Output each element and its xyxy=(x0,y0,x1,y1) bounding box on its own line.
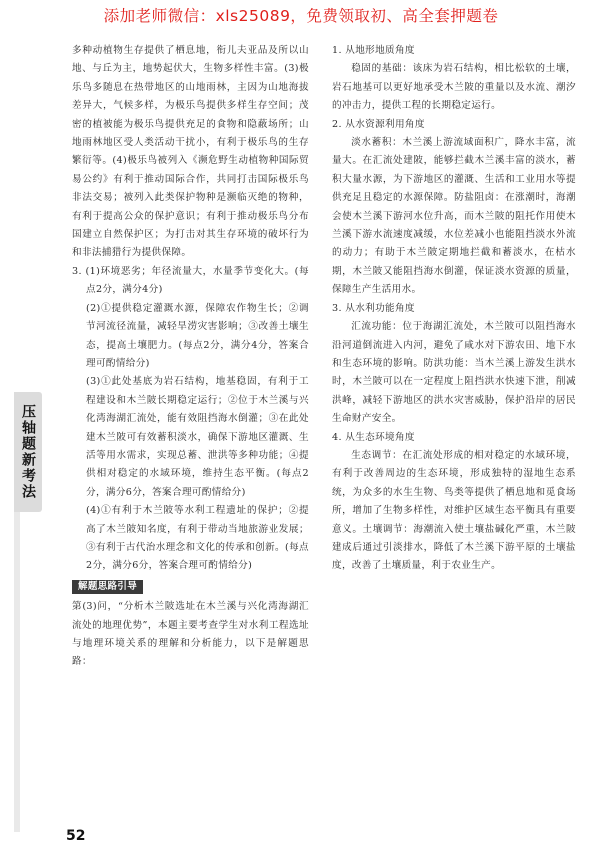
answer-intro-text: 多种动植物生存提供了栖息地，衔儿夫亚品及所以山地、与丘为主，地势起伏大，生物多样性丰富。(3)极乐鸟多随息在热带地区的山地雨林，主因为山地海拔差异大，气候多样，为极乐鸟提供多样生存空间；茂密的植被能为极乐鸟提供充足的食物和隐蔽场所；山地雨林地区受人类活动干扰小，有利于极乐鸟的生存繁衍等。(4)极乐鸟被列入《濒危野生动植物种国际贸易公约》有利于推动国际合作，共同打击国际极乐鸟非法交易；被列入此类保护物种是濒临灭绝的物种，有利于提高公众的保护意识；有利于推动极乐鸟分布国建立自然保护区；为打击对其生存环境的破坏行为和非法捕猎行为提供保障。 xyxy=(72,45,309,259)
guide-para-terrain: 稳固的基础：该床为岩石结构，相比松软的土壤，岩石地基可以更好地承受木兰陂的重量以及水流、潮汐的冲击力，提供工程的长期稳定运行。 xyxy=(332,63,576,112)
left-column xyxy=(72,42,309,672)
answer-q3-part4: (4)①有利于木兰陂等水利工程遗址的保护；②提高了木兰陂知名度，有利于带动当地旅游业发展；③有利于古代治水理念和文化的传承和创新。(每点2分，满分6分，答案合理可酌情给分) xyxy=(86,505,309,572)
promo-banner: 添加老师微信：xls25089，免费领取初、高全套押题卷 xyxy=(0,0,602,38)
answer-q3-part1: 3. (1)环境恶劣；年径流量大，水量季节变化大。(每点2分，满分4分) xyxy=(72,265,309,296)
guide-para-function: 汇流功能：位于海湖汇流处，木兰陂可以阻挡海水沿河道倒流进入内河，避免了咸水对下游农田、地下水和生态环境的影响。防洪功能：当木兰溪上游发生洪水时，木兰陂可以在一定程度上阻挡洪水快速下泄，削减洪峰，减轻下游地区的洪水灾害威胁，保护沿岸的居民生命财产安全。 xyxy=(332,321,576,425)
guide-heading-terrain: 1. 从地形地质角度 xyxy=(332,45,415,56)
side-tab-label: 压轴题新考法 xyxy=(20,404,36,500)
guide-heading-water: 2. 从水资源利用角度 xyxy=(332,118,425,130)
guide-para-ecology: 生态调节：在汇流处形成的相对稳定的水域环境，有利于改善周边的生态环境，形成独特的湿地生态系统，为众多的水生生物、鸟类等提供了栖息地和觅食场所，增加了生物多样性，对维护区域生态平衡具有重要意义。土壤调节：海潮流入使土壤盐碱化严重，木兰陂建成后通过引淡排水，降低了木兰溪下游平原的土壤盐度，改善了土壤质量，利于农业生产。 xyxy=(332,449,576,572)
solution-guide-badge: 解题思路引导 xyxy=(72,580,143,594)
answer-q3-part3: (3)①此处基底为岩石结构，地基稳固，有利于工程建设和木兰陂长期稳定运行；②位于木兰溪与兴化湾海湖汇流处，能有效阻挡海水倒灌；③在此处建木兰陂可有效蓄积淡水，确保下游地区灌溉、生活等用水需求，实现总蓄、泄洪等多种功能；④提供相对稳定的水域环境，维持生态平衡。(每点2分，满分6分，答案合理可酌情给分) xyxy=(86,376,309,498)
solution-guide-text: 第(3)问，“分析木兰陂选址在木兰溪与兴化湾海湖汇流处的地理优势”，本题主要考查学生对水利工程选址与地理环境关系的理解和分析能力，以下是解题思路： xyxy=(72,601,309,668)
guide-heading-ecology: 4. 从生态环境角度 xyxy=(332,431,415,443)
page-number: 52 xyxy=(66,828,86,844)
guide-para-water: 淡水蓄积：木兰溪上游流域面积广，降水丰富，流量大。在汇流处建陂，能够拦截木兰溪丰富的淡水，蓄积大量水源，为下游地区的灌溉、生活和工业用水等提供充足且稳定的水源保障。防盐阻卤：在涨潮时，海潮会使木兰溪下游河水位升高，而木兰陂的阻托作用使木兰溪下游水流速度减缓，水位差减小也能阻挡淡水外流的动力；有助于木兰陂定期地拦截和蓄淡水，在枯水期，木兰陂又能阻挡海水倒灌，保证淡水资源的质量，保障生产生活用水。 xyxy=(332,137,576,296)
side-strip-decoration xyxy=(14,512,20,832)
section-side-tab xyxy=(14,392,42,512)
guide-heading-function: 3. 从水利功能角度 xyxy=(332,302,415,314)
answer-q3-part2: (2)①提供稳定灌溉水源，保障农作物生长；②调节河流径流量，减轻旱涝灾害影响；③改善土壤生态，提高土壤肥力。(每点2分，满分4分，答案合理可酌情给分) xyxy=(86,302,309,369)
right-column xyxy=(332,42,576,576)
